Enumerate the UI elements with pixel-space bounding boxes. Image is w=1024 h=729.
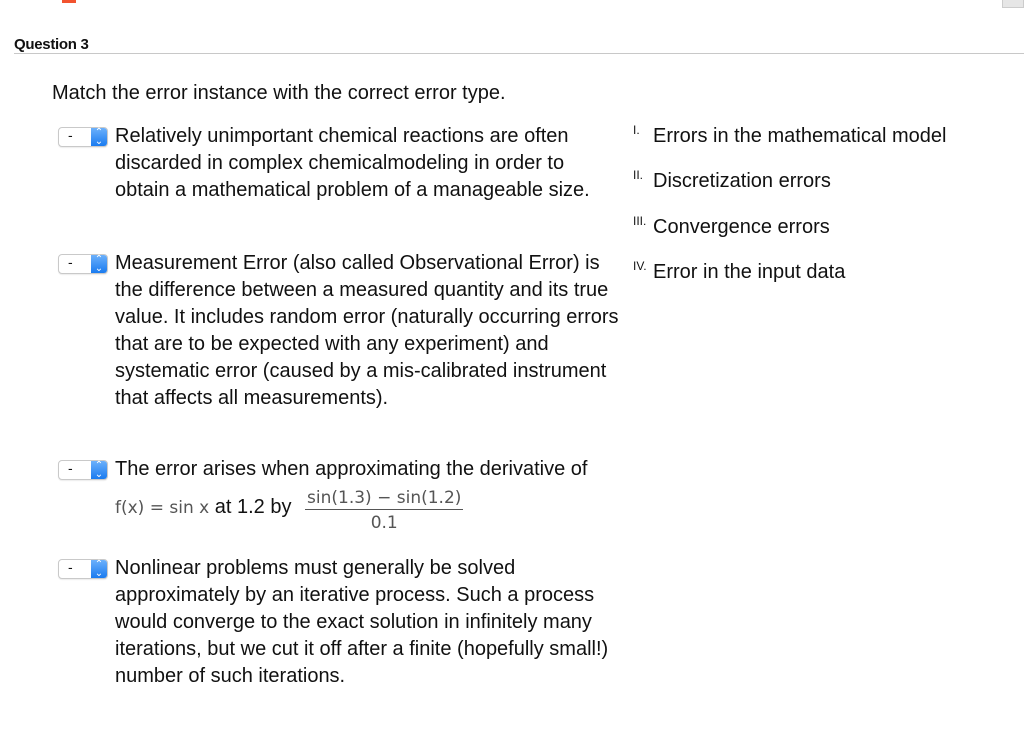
match-item-3 — [58, 456, 628, 532]
match-item-2 — [58, 250, 628, 412]
fraction: $\frac{\sin(1.3) - \sin(1.2)}{0.1}$ — [307, 488, 462, 533]
divider — [14, 53, 1024, 54]
item-text: Nonlinear problems must generally be solved approximately by an iterative process. Such a process would converge to the exact solution in infinitely many iterations, but we cut it off after a finite (hopefully small!) number of such iterations. — [115, 557, 609, 687]
match-item-4 — [58, 555, 628, 690]
item-text: Measurement Error (also called Observational Error) is the difference between a measured quantity and its true value. It includes random error (naturally occurring errors that are to be expected with any experiment) and systematic error (caused by a mis-calibrated instrument that affects all measurements). — [115, 252, 619, 409]
chevron-updown-icon: ⌃ ⌄ — [91, 255, 107, 273]
match-select-2[interactable]: - ⌃ ⌄ — [58, 254, 108, 274]
scrollbar[interactable] — [1002, 0, 1024, 8]
match-select-3[interactable]: - ⌃ ⌄ — [58, 460, 108, 480]
item-text: The error arises when approximating the derivative of f(x) = sin x at 1.2 by $\frac{\sin(1.3) - \sin(1.2)}{0.1}$ — [115, 456, 620, 532]
question-prompt: Match the error instance with the correct error type. — [52, 82, 506, 104]
option-2: II. Discretization errors — [633, 168, 831, 192]
option-3: III. Convergence errors — [633, 214, 830, 238]
chevron-updown-icon: ⌃ ⌄ — [91, 560, 107, 578]
question-title: Question 3 — [14, 36, 89, 53]
item-text: Relatively unimportant chemical reactions are often discarded in complex chemicalmodeling in order to obtain a mathematical problem of a manageable size. — [115, 125, 590, 201]
chevron-updown-icon: ⌃ ⌄ — [91, 461, 107, 479]
option-4: IV. Error in the input data — [633, 259, 846, 283]
match-select-1[interactable]: - ⌃ ⌄ — [58, 127, 108, 147]
function-expr: f(x) = sin x — [115, 497, 210, 518]
option-1: I. Errors in the mathematical model — [633, 123, 947, 147]
match-item-1 — [58, 123, 628, 204]
chevron-updown-icon: ⌃ ⌄ — [91, 128, 107, 146]
top-marker — [62, 0, 76, 3]
match-select-4[interactable]: - ⌃ ⌄ — [58, 559, 108, 579]
